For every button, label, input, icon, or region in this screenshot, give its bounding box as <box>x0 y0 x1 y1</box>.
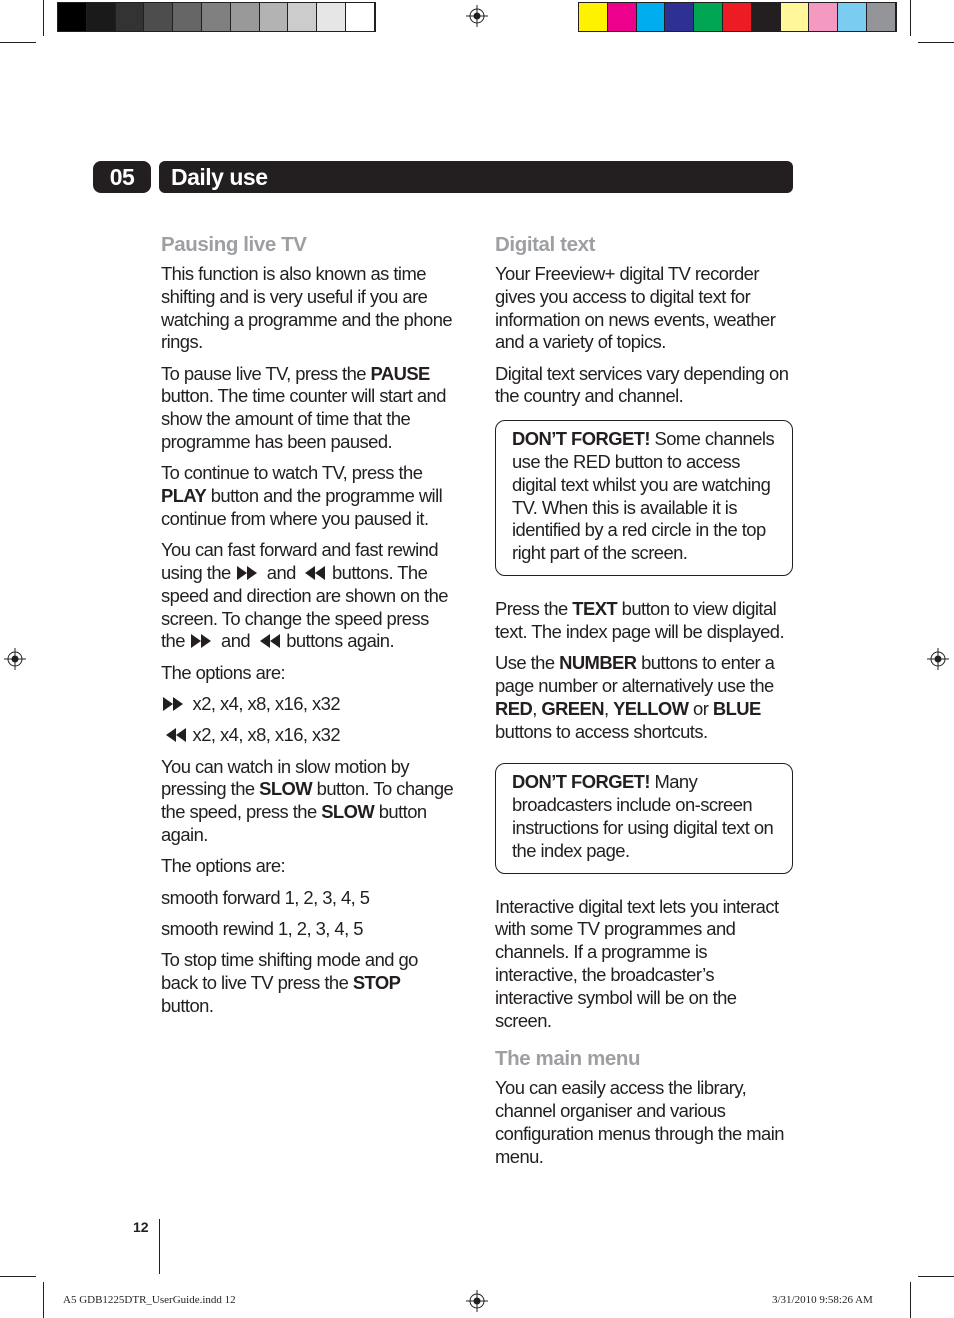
fast-forward-options: x2, x4, x8, x16, x32 <box>161 693 457 716</box>
color-swatch <box>781 3 810 31</box>
slow-button-label: SLOW <box>321 801 375 823</box>
registration-mark-icon <box>466 5 488 27</box>
blue-button-label: BLUE <box>712 697 761 719</box>
color-swatch <box>867 3 896 31</box>
rewind-icon <box>300 565 327 581</box>
color-swatch <box>637 3 666 31</box>
color-swatch <box>809 3 838 31</box>
color-swatch <box>87 3 116 31</box>
color-swatch <box>202 3 231 31</box>
color-swatch <box>608 3 637 31</box>
paragraph: This function is also known as time shifting and is very useful if you are watching a programme and the phone rings. <box>161 263 453 353</box>
crop-mark <box>918 42 954 43</box>
color-swatch <box>665 3 694 31</box>
play-button-label: PLAY <box>161 485 207 507</box>
number-button-label: NUMBER <box>559 652 637 674</box>
text-button-label: TEXT <box>572 598 618 620</box>
color-swatch <box>116 3 145 31</box>
fast-forward-icon <box>161 696 188 712</box>
left-column <box>161 232 457 1026</box>
slow-button-label: SLOW <box>259 778 313 800</box>
color-swatch <box>144 3 173 31</box>
color-swatch <box>288 3 317 31</box>
color-swatch <box>723 3 752 31</box>
paragraph: To pause live TV, press the PAUSE button. The time counter will start and show the amount of time that the programme has been paused. <box>161 362 446 453</box>
yellow-button-label: YELLOW <box>613 697 689 719</box>
page-number-rule <box>159 1219 160 1274</box>
paragraph: To stop time shifting mode and go back to live TV press the STOP button. <box>161 949 418 1016</box>
paragraph: Your Freeview+ digital TV recorder gives you access to digital text for information on news events, weather and a variety of topics. <box>495 263 776 353</box>
note-label: DON’T FORGET! <box>512 771 650 793</box>
chapter-title: Daily use <box>159 161 793 193</box>
rewind-icon <box>161 727 188 743</box>
crop-mark <box>43 0 44 36</box>
paragraph: You can fast forward and fast rewind using the and buttons. The speed and direction are shown on the screen. To change the speed press the and buttons again. <box>161 539 448 652</box>
section-heading-digital-text: Digital text <box>495 233 595 256</box>
crop-mark <box>43 1282 44 1318</box>
right-column <box>495 232 793 1177</box>
color-swatch <box>346 3 375 31</box>
page-number: 12 <box>133 1219 149 1235</box>
paragraph: Press the TEXT button to view digital text. The index page will be displayed. <box>495 598 785 642</box>
section-heading-pausing-live-tv: Pausing live TV <box>161 233 307 256</box>
color-swatch <box>838 3 867 31</box>
registration-mark-icon <box>4 648 26 670</box>
rewind-options: x2, x4, x8, x16, x32 <box>161 724 457 747</box>
color-swatch <box>694 3 723 31</box>
paragraph: The options are: <box>161 661 286 683</box>
crop-mark <box>910 1282 911 1318</box>
grayscale-color-bar <box>57 2 376 32</box>
crop-mark <box>0 1276 36 1277</box>
rewind-icon <box>255 633 282 649</box>
color-swatch <box>58 3 87 31</box>
color-swatch <box>752 3 781 31</box>
crop-mark <box>918 1276 954 1277</box>
paragraph: Use the NUMBER buttons to enter a page number or alternatively use the RED, GREEN, YELLOW or BLUE buttons to access shortcuts. <box>495 652 775 742</box>
crop-mark <box>0 42 36 43</box>
date-slug: 3/31/2010 9:58:26 AM <box>772 1294 873 1306</box>
color-swatch <box>317 3 346 31</box>
pause-button-label: PAUSE <box>370 362 430 384</box>
paragraph: The options are: <box>161 855 286 877</box>
paragraph: To continue to watch TV, press the PLAY button and the programme will continue from where you paused it. <box>161 462 443 529</box>
paragraph: Digital text services vary depending on the country and channel. <box>495 362 789 407</box>
chapter-number: 05 <box>93 161 151 193</box>
paragraph: Interactive digital text lets you interact with some TV programmes and channels. If a programme is interactive, the broadcaster’s interactive symbol will be on the screen. <box>495 895 779 1031</box>
fast-forward-icon <box>235 565 262 581</box>
note-label: DON’T FORGET! <box>512 428 650 450</box>
process-color-bar <box>578 2 897 32</box>
dont-forget-note: DON’T FORGET! Some channels use the RED button to access digital text whilst you are watching TV. When this is available it is identified by a red circle in the top right part of the screen. <box>495 420 793 576</box>
color-swatch <box>231 3 260 31</box>
green-button-label: GREEN <box>541 697 604 719</box>
stop-button-label: STOP <box>352 972 401 994</box>
smooth-rewind-options: smooth rewind 1, 2, 3, 4, 5 <box>161 917 363 939</box>
registration-mark-icon <box>466 1290 488 1312</box>
color-swatch <box>579 3 608 31</box>
fast-forward-icon <box>189 633 216 649</box>
red-button-label: RED <box>495 697 533 719</box>
registration-mark-icon <box>927 648 949 670</box>
file-slug: A5 GDB1225DTR_UserGuide.indd 12 <box>63 1294 236 1306</box>
crop-mark <box>910 0 911 36</box>
color-swatch <box>260 3 289 31</box>
color-swatch <box>173 3 202 31</box>
paragraph: You can easily access the library, channel organiser and various configuration menus through the main menu. <box>495 1077 784 1167</box>
smooth-forward-options: smooth forward 1, 2, 3, 4, 5 <box>161 886 370 908</box>
dont-forget-note: DON’T FORGET! Many broadcasters include on-screen instructions for using digital text on the index page. <box>495 763 793 873</box>
section-heading-main-menu: The main menu <box>495 1047 641 1071</box>
paragraph: You can watch in slow motion by pressing the SLOW button. To change the speed, press the SLOW button again. <box>161 755 454 846</box>
